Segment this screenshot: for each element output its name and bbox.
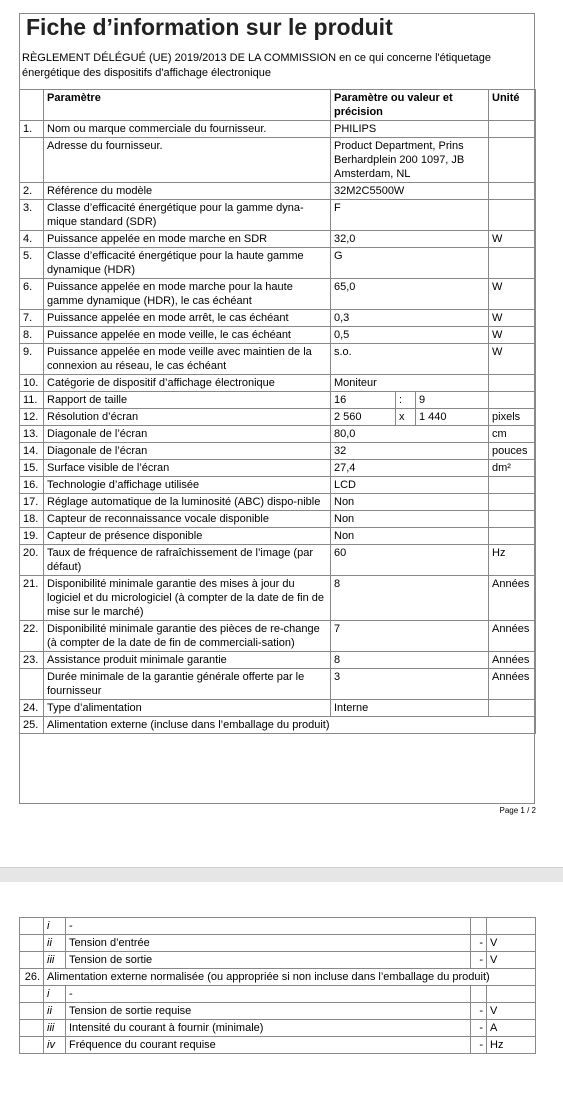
- table-row: [20, 669, 536, 700]
- row-number: 10.: [20, 375, 44, 392]
- row-number: 9.: [20, 344, 44, 375]
- row-unit: W: [489, 344, 536, 375]
- row-value: 8: [331, 576, 489, 621]
- table-row: [20, 443, 536, 460]
- row-number: 17.: [20, 494, 44, 511]
- table-row: [20, 952, 536, 969]
- row-unit: pixels: [489, 409, 536, 426]
- row-number: [20, 1037, 44, 1054]
- row-value: 0,3: [331, 310, 489, 327]
- row-number: 2.: [20, 183, 44, 200]
- row-number: 5.: [20, 248, 44, 279]
- row-unit: Années: [489, 652, 536, 669]
- row-unit: [489, 200, 536, 231]
- row-parameter: Catégorie de dispositif d’affichage électronique: [44, 375, 331, 392]
- row-value: -: [471, 1003, 487, 1020]
- table-row: [20, 576, 536, 621]
- page-separator: [0, 867, 563, 882]
- row-value: [471, 986, 487, 1003]
- row-number: [20, 1003, 44, 1020]
- row-parameter: Technologie d’affichage utilisée: [44, 477, 331, 494]
- row-number: [20, 138, 44, 183]
- header-unit: Unité: [489, 90, 536, 121]
- row-value: -: [471, 1020, 487, 1037]
- row-number: 23.: [20, 652, 44, 669]
- row-value: Non: [331, 528, 489, 545]
- row-parameter: Fréquence du courant requise: [66, 1037, 471, 1054]
- table-header-row: [20, 90, 536, 121]
- table-row: [20, 310, 536, 327]
- row-number: 15.: [20, 460, 44, 477]
- row-subindex: ii: [44, 1003, 66, 1020]
- row-value: 32: [331, 443, 489, 460]
- table-row: [20, 652, 536, 669]
- row-unit: Années: [489, 669, 536, 700]
- row-unit: W: [489, 310, 536, 327]
- row-value: 7: [331, 621, 489, 652]
- row-number: [20, 986, 44, 1003]
- row-value: PHILIPS: [331, 121, 489, 138]
- row-parameter: Surface visible de l’écran: [44, 460, 331, 477]
- table-row: [20, 1037, 536, 1054]
- table-row: [20, 1003, 536, 1020]
- row-number: 11.: [20, 392, 44, 409]
- table-row: [20, 409, 536, 426]
- row-number: 20.: [20, 545, 44, 576]
- row-unit: [489, 248, 536, 279]
- spec-table: [19, 89, 536, 734]
- row-unit: [489, 121, 536, 138]
- row-unit: [489, 183, 536, 200]
- row-parameter: Capteur de reconnaissance vocale disponible: [44, 511, 331, 528]
- table-row: [20, 700, 536, 717]
- row-parameter: -: [66, 918, 471, 935]
- header-num: [20, 90, 44, 121]
- table-row: [20, 1020, 536, 1037]
- table-row: [20, 327, 536, 344]
- row-unit: Années: [489, 576, 536, 621]
- row-unit: [489, 138, 536, 183]
- row-number: 18.: [20, 511, 44, 528]
- row-number: 3.: [20, 200, 44, 231]
- page-title: Fiche d’information sur le produit: [26, 14, 393, 40]
- row-unit: cm: [489, 426, 536, 443]
- row-parameter: Capteur de présence disponible: [44, 528, 331, 545]
- spec-table-page-2: [19, 917, 536, 1054]
- row-unit: A: [487, 1020, 536, 1037]
- row-value: 32M2C5500W: [331, 183, 489, 200]
- row-parameter: Nom ou marque commerciale du fournisseur.: [44, 121, 331, 138]
- table-row: [20, 969, 536, 986]
- row-unit: [487, 986, 536, 1003]
- table-row: [20, 545, 536, 576]
- row-value: 8: [331, 652, 489, 669]
- table-row: [20, 344, 536, 375]
- row-unit: V: [487, 1003, 536, 1020]
- row-value: -: [471, 935, 487, 952]
- row-value-sep: :: [396, 392, 416, 409]
- row-number: 25.: [20, 717, 44, 734]
- table-row: [20, 138, 536, 183]
- row-number: 16.: [20, 477, 44, 494]
- row-parameter: Classe d’efficacité énergétique pour la gamme dyna-mique standard (SDR): [44, 200, 331, 231]
- row-number: 6.: [20, 279, 44, 310]
- row-unit: dm²: [489, 460, 536, 477]
- row-value: Product Department, Prins Berhardplein 200 1097, JB Amsterdam, NL: [331, 138, 489, 183]
- row-unit: [489, 392, 536, 409]
- table-row: [20, 918, 536, 935]
- row-value: 80,0: [331, 426, 489, 443]
- table-row: [20, 477, 536, 494]
- row-value: Non: [331, 494, 489, 511]
- table-row: [20, 183, 536, 200]
- row-value: Non: [331, 511, 489, 528]
- row-parameter: Rapport de taille: [44, 392, 331, 409]
- table-row: [20, 460, 536, 477]
- row-parameter: Type d’alimentation: [44, 700, 331, 717]
- row-unit: Hz: [489, 545, 536, 576]
- row-parameter: Diagonale de l’écran: [44, 443, 331, 460]
- row-number: 19.: [20, 528, 44, 545]
- row-subindex: iv: [44, 1037, 66, 1054]
- row-value-b: 1 440: [416, 409, 489, 426]
- row-parameter: Puissance appelée en mode marche en SDR: [44, 231, 331, 248]
- row-number: 24.: [20, 700, 44, 717]
- row-number: [20, 952, 44, 969]
- row-subindex: iii: [44, 1020, 66, 1037]
- row-value: 32,0: [331, 231, 489, 248]
- row-parameter: Puissance appelée en mode veille, le cas échéant: [44, 327, 331, 344]
- row-parameter: Durée minimale de la garantie générale offerte par le fournisseur: [44, 669, 331, 700]
- row-value: s.o.: [331, 344, 489, 375]
- row-parameter: Résolution d’écran: [44, 409, 331, 426]
- row-parameter: Tension de sortie requise: [66, 1003, 471, 1020]
- table-row: [20, 375, 536, 392]
- row-value: -: [471, 1037, 487, 1054]
- row-parameter: Réglage automatique de la luminosité (ABC) dispo-nible: [44, 494, 331, 511]
- row-value: 65,0: [331, 279, 489, 310]
- page-number: Page 1 / 2: [499, 806, 536, 815]
- row-number: 1.: [20, 121, 44, 138]
- row-number: 4.: [20, 231, 44, 248]
- table-row: [20, 121, 536, 138]
- row-number: [20, 669, 44, 700]
- row-unit: [489, 375, 536, 392]
- row-value: 27,4: [331, 460, 489, 477]
- row-subindex: ii: [44, 935, 66, 952]
- row-parameter: Tension d’entrée: [66, 935, 471, 952]
- row-unit: V: [487, 952, 536, 969]
- row-parameter: Puissance appelée en mode veille avec maintien de la connexion au réseau, le cas échéant: [44, 344, 331, 375]
- row-value: F: [331, 200, 489, 231]
- table-row: [20, 231, 536, 248]
- row-number: 12.: [20, 409, 44, 426]
- table-row: [20, 494, 536, 511]
- table-row: [20, 200, 536, 231]
- row-number: 21.: [20, 576, 44, 621]
- row-value-a: 16: [331, 392, 396, 409]
- table-row: [20, 528, 536, 545]
- row-unit: pouces: [489, 443, 536, 460]
- table-row: [20, 935, 536, 952]
- row-number: 26.: [20, 969, 44, 986]
- row-unit: [489, 494, 536, 511]
- row-unit: W: [489, 231, 536, 248]
- row-value-b: 9: [416, 392, 489, 409]
- row-parameter: Adresse du fournisseur.: [44, 138, 331, 183]
- row-unit: [489, 477, 536, 494]
- row-number: [20, 1020, 44, 1037]
- row-parameter: Alimentation externe normalisée (ou appropriée si non incluse dans l’emballage du produit): [44, 969, 536, 986]
- row-value-a: 2 560: [331, 409, 396, 426]
- row-number: 13.: [20, 426, 44, 443]
- row-parameter: Assistance produit minimale garantie: [44, 652, 331, 669]
- table-row: [20, 426, 536, 443]
- row-parameter: Taux de fréquence de rafraîchissement de l’image (par défaut): [44, 545, 331, 576]
- table-row: [20, 248, 536, 279]
- row-subindex: i: [44, 918, 66, 935]
- row-parameter: Puissance appelée en mode marche pour la haute gamme dynamique (HDR), le cas échéant: [44, 279, 331, 310]
- row-number: 8.: [20, 327, 44, 344]
- row-value: 0,5: [331, 327, 489, 344]
- row-unit: [489, 700, 536, 717]
- row-value-sep: x: [396, 409, 416, 426]
- row-value: 60: [331, 545, 489, 576]
- row-parameter: Disponibilité minimale garantie des mises à jour du logiciel et du micrologiciel (à compter de la date de fin de mise sur le marché): [44, 576, 331, 621]
- row-parameter: Référence du modèle: [44, 183, 331, 200]
- row-value: [471, 918, 487, 935]
- row-value: 3: [331, 669, 489, 700]
- table-row: [20, 511, 536, 528]
- row-unit: Années: [489, 621, 536, 652]
- row-number: [20, 918, 44, 935]
- row-parameter: Intensité du courant à fournir (minimale): [66, 1020, 471, 1037]
- row-unit: [489, 511, 536, 528]
- row-parameter: Disponibilité minimale garantie des pièces de re-change (à compter de la date de fin de commerciali-sation): [44, 621, 331, 652]
- row-unit: Hz: [487, 1037, 536, 1054]
- header-param: Paramètre: [44, 90, 331, 121]
- row-number: 22.: [20, 621, 44, 652]
- row-subindex: iii: [44, 952, 66, 969]
- table-row: [20, 717, 536, 734]
- row-number: 7.: [20, 310, 44, 327]
- row-value: Interne: [331, 700, 489, 717]
- header-value: Paramètre ou valeur et précision: [331, 90, 489, 121]
- row-unit: W: [489, 279, 536, 310]
- row-parameter: Diagonale de l’écran: [44, 426, 331, 443]
- table-row: [20, 279, 536, 310]
- table-row: [20, 986, 536, 1003]
- table-row: [20, 621, 536, 652]
- row-number: 14.: [20, 443, 44, 460]
- row-parameter: Classe d’efficacité énergétique pour la haute gamme dynamique (HDR): [44, 248, 331, 279]
- row-unit: V: [487, 935, 536, 952]
- row-value: LCD: [331, 477, 489, 494]
- table-row: [20, 392, 536, 409]
- row-parameter: Alimentation externe (incluse dans l’emballage du produit): [44, 717, 536, 734]
- row-parameter: Puissance appelée en mode arrêt, le cas échéant: [44, 310, 331, 327]
- row-parameter: Tension de sortie: [66, 952, 471, 969]
- row-value: G: [331, 248, 489, 279]
- row-unit: [487, 918, 536, 935]
- row-value: -: [471, 952, 487, 969]
- regulation-text: RÈGLEMENT DÉLÉGUÉ (UE) 2019/2013 DE LA COMMISSION en ce qui concerne l'étiquetage énergétique des dispositifs d'affichage électronique: [22, 52, 491, 79]
- row-subindex: i: [44, 986, 66, 1003]
- row-value: Moniteur: [331, 375, 489, 392]
- row-number: [20, 935, 44, 952]
- row-unit: [489, 528, 536, 545]
- row-unit: W: [489, 327, 536, 344]
- row-parameter: -: [66, 986, 471, 1003]
